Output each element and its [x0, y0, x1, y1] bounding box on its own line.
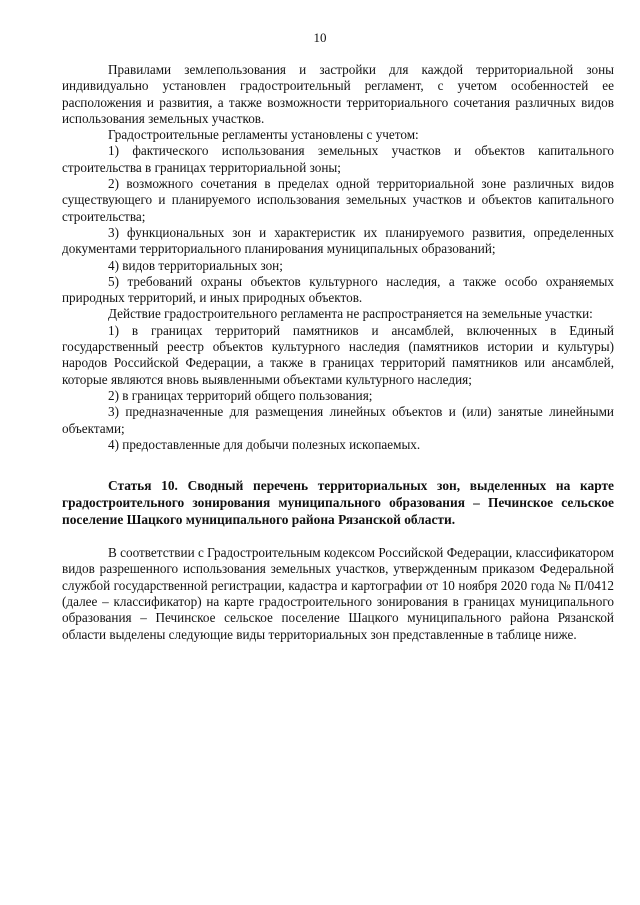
article-heading: Статья 10. Сводный перечень территориальных зон, выделенных на карте градостроительного зонирования муниципального образования – Печинское сельское поселение Шацкого муниципального района Рязанской области. [62, 478, 614, 528]
page-body [62, 62, 614, 643]
list-item-basis-1: 1) фактического использования земельных участков и объектов капитального строительства в границах территориальной зоны; [62, 143, 614, 175]
list-item-exception-2: 2) в границах территорий общего пользования; [108, 387, 373, 403]
list-item-basis-4: 4) видов территориальных зон; [108, 257, 283, 273]
paragraph-closing: В соответствии с Градостроительным кодексом Российской Федерации, классификатором видов разрешенного использования земельных участков, утвержденным приказом Федеральной службой государственной регистрации, кадастра и картографии от 10 ноября 2020 года № П/0412 (далее – классификатор) на карте градостроительного зонирования в границах муниципального образования – Печинское сельское поселение Шацкого муниципального района Рязанской области выделены следующие виды территориальных зон представленные в таблице ниже. [62, 545, 614, 642]
list-item-basis-3: 3) функциональных зон и характеристик их планируемого развития, определенных документами территориального планирования муниципальных образований; [62, 224, 614, 257]
paragraph-exceptions: Действие градостроительного регламента не распространяется на земельные участки: [108, 306, 593, 322]
paragraph-intro: Правилами землепользования и застройки для каждой территориальной зоны индивидуально установлен градостроительный регламент, с учетом особенностей ее расположения и развития, а также возможности территориального сочетания различных видов использования земельных участков. [62, 62, 614, 126]
list-item-basis-5: 5) требований охраны объектов культурного наследия, а также особо охраняемых природных территорий, и иных природных объектов. [62, 273, 614, 306]
list-item-exception-1: 1) в границах территорий памятников и ансамблей, включенных в Единый государственный реестр объектов культурного наследия (памятников истории и культуры) народов Российской Федерации, а также в границах территорий памятников или ансамблей, которые являются вновь выявленными объектами культурного наследия; [62, 322, 614, 387]
list-item-exception-4: 4) предоставленные для добычи полезных ископаемых. [108, 436, 421, 452]
paragraph-regulations-basis: Градостроительные регламенты установлены с учетом: [108, 127, 419, 143]
list-item-exception-3: 3) предназначенные для размещения линейных объектов и (или) занятые линейными объектами; [62, 404, 614, 436]
list-item-basis-2: 2) возможного сочетания в пределах одной территориальной зоне различных видов существующего и планируемого использования земельных участков и объектов капитального строительства; [62, 176, 614, 224]
page-number: 10 [313, 30, 327, 45]
